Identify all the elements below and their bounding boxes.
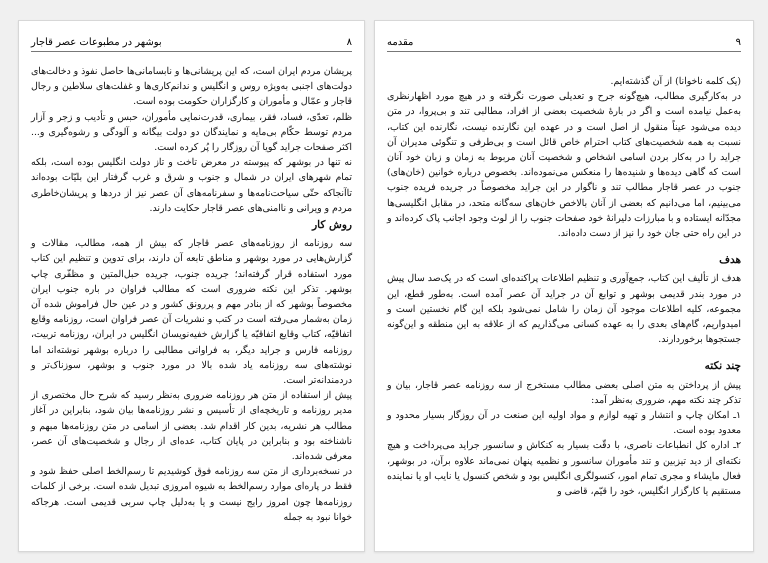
paragraph: سه روزنامه از روزنامه‌های عصر قاجار که بیش از همه، مطالب، مقالات و گزارش‌هایی در مورد بوشهر و مناطق تابعه آن دارند، برای تدوین و تنظیم این کتاب مورد استفاده قرار گرفته‌اند؛ جریده جنوب، جریده حبل‌المتین و مظفّری چاپ بوشهر. تذکر این نکته ضروری است که مطالب فراوان در باره جنوب ایران مخصوصاً بوشهر که از بنادر مهم و پررونق کشور و در عین حال فراموش شده آن زمان به‌شمار می‌رفته است در کتب و نشریات آن عصر فراوان است، روزنامه وقایع اتفاقیّه، کتاب وقایع اتفاقیّه یا گزارش خفیه‌نویسان انگلیس در ایران، روزنامه تربیت، روزنامه فارس و جراید دیگر، به فراوانی مطالبی را درباره بوشهر نوشته‌اند اما نوشته‌های سه روزنامه یاد شده بالا در مورد جنوب و بوشهر، سوزناک‌تر و دردمندانه‌تر است.	[31, 238, 352, 387]
paragraph: ۲ـ اداره کل انطباعات ناصری، با دقّت بسیار به کنکاش و سانسور جراید می‌پرداخت و هیچ نکته‌ای از دید تیزبین و تند مأموران سانسور و نظمیه پنهان نمی‌ماند علاوه برآن، در بوشهر، فعال مایشاء و مجری تمام امور، کنسولگری انگلیس بود و شخص کنسول یا نایب او یا نماینده مستقیم یا کارگزار انگلیس، خود را قیّم، قاضی و	[387, 440, 741, 498]
section-heading: روش کار	[312, 219, 352, 232]
right-page-header	[387, 35, 741, 52]
paragraph: ۱ـ امکان چاپ و انتشار و تهیه لوازم و مواد اولیه این صنعت در آن روزگار بسیار محدود و معدود بوده است.	[387, 410, 741, 437]
paragraph: در به‌کارگیری مطالب، هیچ‌گونه جرح و تعدیلی صورت نگرفته و در هیچ مورد اظهارنظری به‌عمل نیامده است و اگر در بارهٔ شخصیت بعضی از افراد، مطالبی تند و بی‌پروا، در متن دیده می‌شود عیناً منقول از اصل است و در عهده این نگارنده نیست، نگارنده این کتاب، نسبت به همه شخصیت‌های کتاب احترام خاص قائل است و بی‌طرفی و تنگوئی مدیران آن جراید را در به‌کار بردن اسامی اشخاص و شخصیت آنان مربوط به زمان و زبان خود آنان است که گاهی دیده‌ها و شنیده‌ها را منعکس می‌نموده‌اند. بخصوص درباره خوانین (خان‌های) جنوب در عصر قاجار مطالب تند و ناگوار در این جراید مخصوصاً در جریده فریده جنوب می‌بینیم، اما می‌دانیم که بعضی از آنان بالاخص خان‌های سه‌گانه متحد، در مقابل انگلیسی‌ها مجدّانه ایستاده و با مبارزات دلیرانهٔ خود صفحات جنوب را از لوث وجود اجانب پاک کرده‌اند و در این راه حتی جان خود را نیز از دست داده‌اند.	[387, 91, 741, 240]
paragraph: در نسخه‌برداری از متن سه روزنامه فوق کوشیدیم تا رسم‌الخط اصلی حفظ شود و فقط در پاره‌ای موارد رسم‌الخط به شیوه امروزی تبدیل شده است. برخی از کلمات روزنامه‌ها چون امروز رایج نیست و یا به‌دلیل چاپ سربی قدیمی است. هرجاکه خوانا نبود به جمله	[31, 466, 352, 523]
paragraph: (یک کلمه ناخوانا) از آن گذشته‌ایم.	[610, 76, 741, 87]
section-heading: هدف	[719, 254, 741, 267]
chapter-title: مقدمه	[387, 37, 414, 48]
paragraph: هدف از تألیف این کتاب، جمع‌آوری و تنظیم اطلاعات پراکنده‌ای است که در یک‌صد سال پیش در مورد بندر قدیمی بوشهر و توابع آن در جراید آن عصر آمده است. به‌طور قطع، این مجموعه، کلیه اطلاعات موجود آن زمان را شامل نمی‌شود بلکه این گام نخستین است و امیدواریم، گام‌های بعدی را به عهده کسانی می‌گذاریم که از علاقه به این منطقه و این‌گونه جستجوها برخوردارند.	[387, 273, 741, 346]
page-number: ۸	[346, 37, 352, 48]
left-page-header	[31, 35, 352, 52]
paragraph: نه تنها در بوشهر که پیوسته در معرض تاخت و تاز دولت انگلیس بوده است، بلکه تمام شهرهای ایران در شمال و جنوب و شرق و غرب گرفتار این بلیّات بوده‌اند تاآنجاکه حتّی سیاحت‌نامه‌ها و سفرنامه‌های آن عصر نیز از دردها و پریشان‌خاطری مردم و ویرانی و ناامنی‌های عصر قاجار حکایت دارند.	[31, 157, 352, 214]
section-gap	[387, 241, 741, 251]
page-title: بوشهر در مطبوعات عصر قاجار	[31, 37, 162, 48]
right-page	[374, 20, 754, 552]
paragraph: پیش از استفاده از متن هر روزنامه ضروری به‌نظر رسید که شرح حال مختصری از مدیر روزنامه و تاریخچه‌ای از تأسیس و نشر روزنامه‌ها بیان شود، بنابراین در آغاز مطالب هر نشریه، بدین کار اقدام شد. بعضی از اسامی در متن روزنامه‌ها مبهم و ناشناخته بود و بنابراین در پایان کتاب، عده‌ای از رجال و شخصیت‌های آن عصر، معرفی شده‌اند.	[31, 390, 352, 463]
section-heading: چند نکته	[704, 360, 741, 373]
paragraph: پریشان مردم ایران است، که این پریشانی‌ها و نابسامانی‌ها حاصل نفوذ و دخالت‌های دولت‌های اجنبی به‌ویژه روس و انگلیس و ندانم‌کاری‌ها و غفلت‌های سلاطین و رجال قاجار و عمّال و مأموران و کارگزاران حکومت بوده است.	[31, 66, 352, 108]
left-page-body	[31, 64, 352, 525]
paragraph: ظلم، تعدّی، فساد، فقر، بیماری، قدرت‌نمایی مأموران، حبس و تأدیب و زجر و آزار مردم توسط حکّام بی‌مایه و نمایندگان دو دولت بیگانه و آلودگی و رشوه‌گیری و... اکثر صفحات جراید گویا آن روزگار را پُر کرده است.	[31, 111, 352, 154]
paragraph: پیش از پرداختن به متن اصلی بعضی مطالب مستخرج از سه روزنامه عصر قاجار، بیان و تذکر چند نکته مهم، ضروری به‌نظر آمد:	[387, 379, 741, 406]
section-gap	[387, 347, 741, 357]
right-page-body	[387, 74, 741, 499]
left-page	[18, 20, 365, 552]
page-number: ۹	[735, 37, 741, 48]
